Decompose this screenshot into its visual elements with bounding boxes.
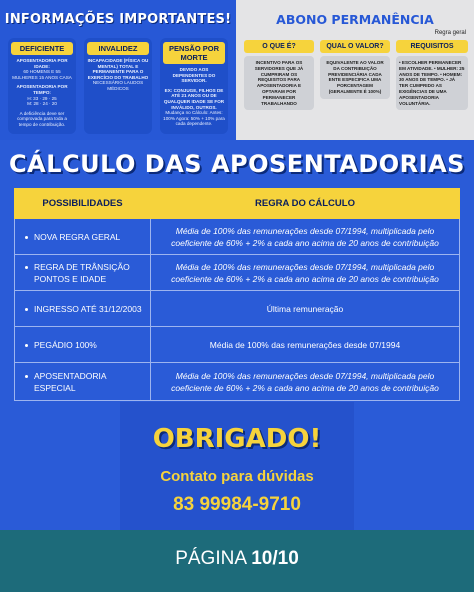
abono-valor-text: EQUIVALENTE AO VALOR DA CONTRIBUIÇÃO PREVIDENCIÁRIA CADA ENTE ESPECIFICA UMA PORCENTAGEM (GERALMENTE É 100%) xyxy=(320,56,390,99)
pensao-header: PENSÃO POR MORTE xyxy=(163,42,224,64)
pensao-card xyxy=(160,38,228,134)
regra-cell: Média de 100% das remunerações desde 07/1994 xyxy=(151,327,460,363)
table-row xyxy=(15,327,460,363)
possibilidade-cell: INGRESSO ATÉ 31/12/2003 xyxy=(34,303,142,314)
footer xyxy=(0,530,474,592)
table-row xyxy=(15,219,460,255)
table-row xyxy=(15,291,460,327)
abono-oque-text: INCENTIVO PARA OS SERVIDORES QUE JÁ CUMPRIRAM OS REQUISITOS PARA APOSENTADORIA E OPTARAM POR PERMANECER TRABALHANDO xyxy=(244,56,314,110)
deficiente-idade-sub: 60 HOMENS E 55 MULHERES 15 ANOS CASA xyxy=(12,69,72,80)
regra-cell: Média de 100% das remunerações desde 07/1994, multiplicada pelo coeficiente de 60% + 2% a cada ano acima de 20 anos de contribuição xyxy=(151,255,460,291)
informacoes-panel xyxy=(0,0,236,140)
bullet-icon xyxy=(25,375,28,378)
table-row xyxy=(15,255,460,291)
abono-oque-header: O QUE É? xyxy=(244,40,314,53)
informacoes-title: INFORMAÇÕES IMPORTANTES! xyxy=(4,12,232,27)
pensao-desc: DEVIDO AOS DEPENDENTES DO SERVIDOR. xyxy=(172,67,216,84)
possibilidade-cell: REGRA DE TRÂNSIÇÃO PONTOS E IDADE xyxy=(34,261,130,284)
page-label: PÁGINA xyxy=(175,548,246,569)
table-header-row xyxy=(15,189,460,219)
page-number: 10/10 xyxy=(251,548,299,569)
table-row xyxy=(15,363,460,401)
calculo-section xyxy=(0,140,474,402)
deficiente-card xyxy=(8,38,76,134)
abono-subtitle: Regra geral xyxy=(434,30,466,36)
invalidez-sub: NECESSÁRIO LAUDOS MÉDICOS xyxy=(92,80,144,91)
deficiente-tempo-sub: H: 33 · 29 · 25 M: 28 · 24 · 20 xyxy=(27,95,57,107)
abono-requisitos-card xyxy=(396,40,468,136)
header-possibilidades: POSSIBILIDADES xyxy=(15,189,151,219)
deficiente-tempo-title: APOSENTADORIA POR TEMPO: xyxy=(16,84,68,95)
page-indicator xyxy=(0,548,474,570)
invalidez-card xyxy=(84,38,152,134)
calculo-title: CÁLCULO DAS APOSENTADORIAS xyxy=(9,150,465,178)
regra-cell: Última remuneração xyxy=(151,291,460,327)
deficiente-header: DEFICIENTE xyxy=(11,42,72,55)
calculo-table xyxy=(14,188,460,401)
possibilidade-cell: NOVA REGRA GERAL xyxy=(34,231,121,242)
abono-valor-card xyxy=(320,40,390,136)
bullet-icon xyxy=(25,344,28,347)
contact-phone[interactable]: 83 99984-9710 xyxy=(173,494,301,515)
deficiente-idade-title: APOSENTADORIA POR IDADE: xyxy=(16,58,68,69)
abono-title: ABONO PERMANÊNCIA xyxy=(276,12,434,27)
closing-section xyxy=(0,402,474,530)
possibilidade-cell: APOSENTADORIA ESPECIAL xyxy=(34,370,107,393)
bullet-icon xyxy=(25,236,28,239)
regra-cell: Média de 100% das remunerações desde 07/1994, multiplicada pelo coeficiente de 60% + 2% a cada ano acima de 20 anos de contribuição xyxy=(151,219,460,255)
abono-requisitos-text: • ESCOLHER PERMANECER EM ATIVIDADE. • MULHER: 25 ANOS DE TEMPO. • HOMEM: 30 ANOS DE TEMPO. • JÁ TER CUMPRIDO AS EXIGÊNCIAS DE UMA APOSENTADORIA VOLUNTÁRIA. xyxy=(396,56,468,110)
possibilidade-cell: PEGÁDIO 100% xyxy=(34,339,97,350)
abono-valor-header: QUAL O VALOR? xyxy=(320,40,390,53)
abono-panel xyxy=(236,0,474,140)
bullet-icon xyxy=(25,308,28,311)
abono-oque-card xyxy=(244,40,314,136)
pensao-sub: Mudança no Cálculo: Antes: 100% Agora: 50% + 10% para cada dependente. xyxy=(163,110,225,127)
abono-requisitos-header: REQUISITOS xyxy=(396,40,468,53)
invalidez-desc: INCAPACIDADE (FÍSICA OU MENTAL) TOTAL E PERMANENTE PARA O EXERCÍCIO DO TRABALHO xyxy=(87,58,149,80)
header-regra: REGRA DO CÁLCULO xyxy=(151,189,460,219)
regra-cell: Média de 100% das remunerações desde 07/1994, multiplicada pelo coeficiente de 60% + 2% a cada ano acima de 20 anos de contribuição xyxy=(151,363,460,401)
thanks-heading: OBRIGADO! xyxy=(152,424,322,454)
contact-label: Contato para dúvidas xyxy=(160,468,314,485)
bullet-icon xyxy=(25,266,28,269)
pensao-ex: EX: CONJUGE, FILHOS DE ATÉ 21 ANOS OU DE QUALQUER IDADE SE FOR INVÁLIDO, OUTROS. xyxy=(163,87,225,110)
deficiente-note: A deficiência deve ser comprovada para toda a tempo de contribuição. xyxy=(17,110,67,127)
invalidez-header: INVALIDEZ xyxy=(87,42,148,55)
